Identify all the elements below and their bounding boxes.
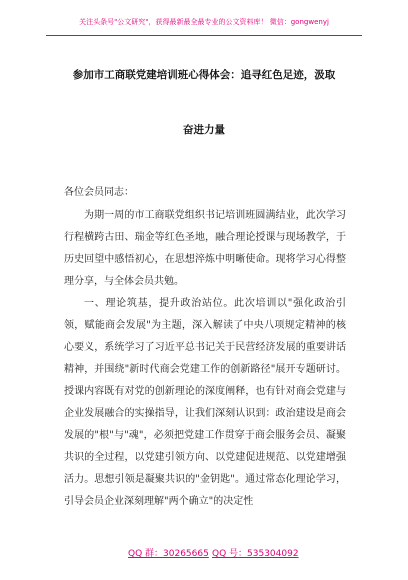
- header-promo-text: 关注头条号"公文研究"，获得最新最全最专业的公文资料库！ 微信：gongwenyj: [79, 18, 329, 26]
- document-title-line-1: 参加市工商联党建培训班心得体会：追寻红色足迹，汲取: [72, 69, 336, 81]
- footer-qq-group-link[interactable]: QQ 群：30265665: [128, 549, 209, 559]
- footer-qq-number-link[interactable]: QQ 号：535304092: [212, 549, 299, 559]
- document-body: [64, 182, 346, 513]
- document-title-line-2: 奋进力量: [183, 124, 225, 136]
- header-divider: [46, 35, 362, 36]
- footer: [0, 546, 408, 560]
- body-paragraph: 一、理论筑基，提升政治站位。此次培训以"强化政治引领，赋能商会发展"为主题，深入解读了中央八项规定精神的核心要义，系统学习了习近平总书记关于民营经济发展的重要讲话精神，并围绕"新时代商会党建工作的创新路径"展开专题研讨。授课内容既有对党的创新理论的深度阐释，也有针对商会党建与企业发展融合的实操指导，让我们深刻认识到：政治建设是商会发展的"根"与"魂"，必须把党建工作贯穿于商会服务会员、凝聚共识的全过程，以党建引领方向、以党建促进规范、以党建增强活力。思想引领是凝聚共识的"金钥匙"。通过常态化理论学习，引导会员企业深刻理解"两个确立"的决定性: [64, 298, 346, 507]
- salutation: 各位会员同志：: [64, 187, 134, 198]
- body-paragraph: 为期一周的市工商联党组织书记培训班圆满结业，此次学习行程横跨古田、瑞金等红色圣地，融合理论授课与现场教学，于历史回望中感悟初心，在思想淬炼中明晰使命。现将学习心得整理分享，与全体会员共勉。: [64, 210, 346, 287]
